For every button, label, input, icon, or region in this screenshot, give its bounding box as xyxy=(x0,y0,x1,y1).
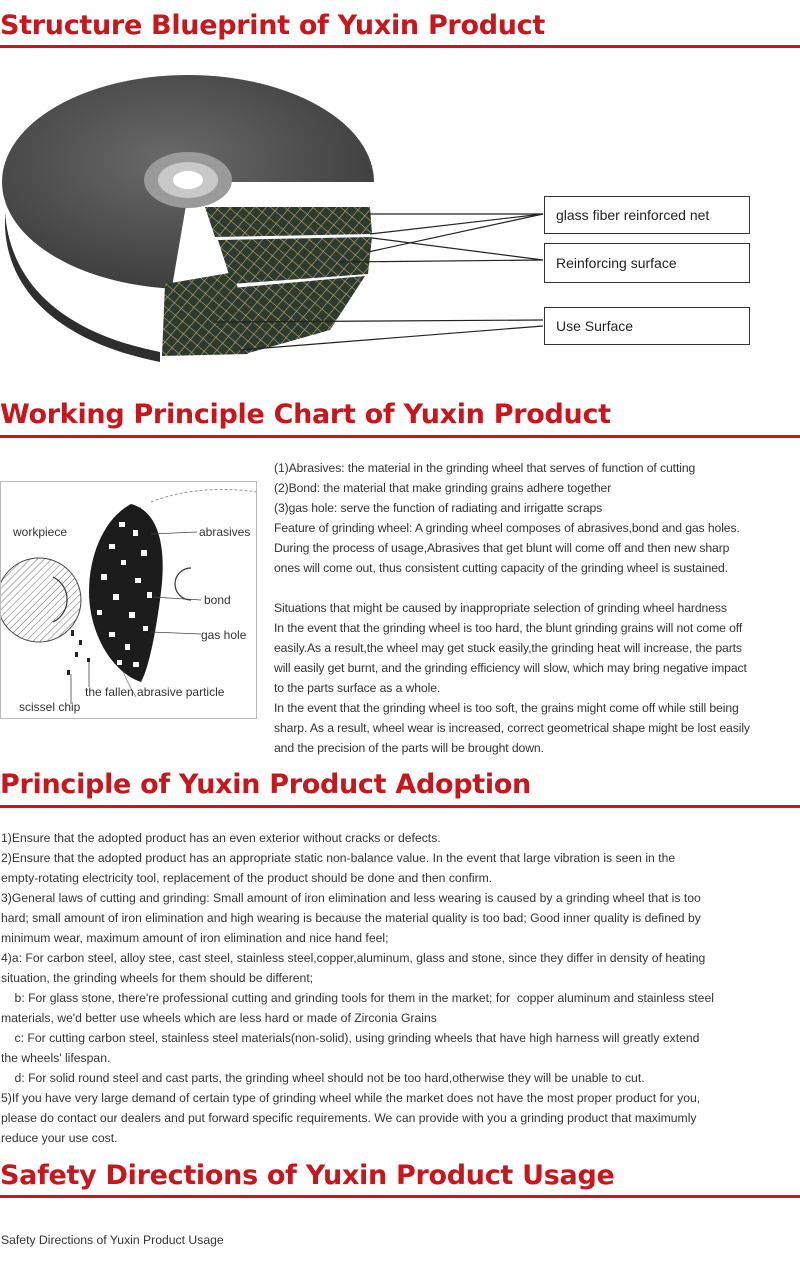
section-rule xyxy=(0,45,800,48)
text-line: 2)Ensure that the adopted product has an appropriate static non-balance value. In the event that large vibration is seen in the xyxy=(1,851,676,865)
text-line: Safety Directions of Yuxin Product Usage xyxy=(1,1233,224,1247)
text-line: ones will come out, thus consistent cutting capacity of the grinding wheel is sustained. xyxy=(274,561,728,575)
text-line: 5)If you have very large demand of certain type of grinding wheel while the market does not have the most proper product for you, xyxy=(1,1091,701,1105)
text-line: Situations that might be caused by inappropriate selection of grinding wheel hardness xyxy=(274,601,727,615)
label-gas-hole: gas hole xyxy=(201,628,247,642)
grinding-principle-figure xyxy=(0,481,257,719)
section-rule xyxy=(0,435,800,438)
label-abrasives: abrasives xyxy=(199,525,251,539)
label-fallen-particle: the fallen abrasive particle xyxy=(85,685,225,699)
label-workpiece: workpiece xyxy=(13,525,68,539)
text-line: minimum wear, maximum amount of iron elimination and nice hand feel; xyxy=(1,931,389,945)
text-line: please do contact our dealers and put forward specific requirements. We can provide with you a grinding product that maximumly xyxy=(1,1111,697,1125)
text-line: (3)gas hole: serve the function of radiating and irrigatte scraps xyxy=(274,501,603,515)
label-bond: bond xyxy=(204,593,231,607)
text-line: (2)Bond: the material that make grinding grains adhere together xyxy=(274,481,612,495)
text-line: easily.As a result,the wheel may get stuck easily,the grinding heat will increase, the parts xyxy=(274,641,742,655)
callout-reinforcing-surface: Reinforcing surface xyxy=(544,243,750,283)
text-line: reduce your use cost. xyxy=(1,1131,118,1145)
wheel-structure-figure xyxy=(0,62,800,392)
hardness-selection-notes xyxy=(274,598,799,758)
text-line: 4)a: For carbon steel, alloy stee, cast steel, stainless steel,copper,aluminum, glass and stone, since they differ in density of heating xyxy=(1,951,706,965)
section-rule xyxy=(0,1195,800,1198)
text-line: and the precision of the parts will be brought down. xyxy=(274,741,544,755)
section-title-safety: Safety Directions of Yuxin Product Usage xyxy=(0,1160,615,1191)
text-line: materials, we'd better use wheels which are less hard or made of Zirconia Grains xyxy=(1,1011,437,1025)
text-line: In the event that the grinding wheel is too hard, the blunt grinding grains will not come off xyxy=(274,621,743,635)
safety-directions-text xyxy=(1,1230,799,1250)
text-line: empty-rotating electricity tool, replacement of the product should be done and then confirm. xyxy=(1,871,493,885)
section-title-working-principle: Working Principle Chart of Yuxin Product xyxy=(0,399,611,430)
callout-use-surface: Use Surface xyxy=(544,307,750,345)
text-line: sharp. As a result, wheel wear is increased, correct geometrical shape might be lost easily xyxy=(274,721,750,735)
text-line: 3)General laws of cutting and grinding: Small amount of iron elimination and less wearing is caused by a grinding wheel that is too xyxy=(1,891,701,905)
text-line: d: For solid round steel and cast parts, the grinding wheel should not be too hard,otherwise they will be unable to cut. xyxy=(1,1071,645,1085)
text-line: c: For cutting carbon steel, stainless steel materials(non-solid), using grinding wheels that have high harness will greatly extend xyxy=(1,1031,700,1045)
text-line: will easily get burnt, and the grinding efficiency will slow, which may bring negative impact xyxy=(274,661,747,675)
section-title-structure: Structure Blueprint of Yuxin Product xyxy=(0,10,545,41)
text-line: to the parts surface as a whole. xyxy=(274,681,441,695)
label-scissel-chip: scissel chip xyxy=(19,700,81,714)
text-line: Feature of grinding wheel: A grinding wheel composes of abrasives,bond and gas holes. xyxy=(274,521,740,535)
callout-glass-fiber-net: glass fiber reinforced net xyxy=(544,196,750,234)
text-line: hard; small amount of iron elimination and high wearing is because the material quality is too bad; Good inner quality is defined by xyxy=(1,911,701,925)
abrasive-definitions xyxy=(274,458,799,578)
adoption-principles xyxy=(1,828,799,1148)
text-line: the wheels' lifespan. xyxy=(1,1051,111,1065)
text-line: 1)Ensure that the adopted product has an even exterior without cracks or defects. xyxy=(1,831,441,845)
text-line: situation, the grinding wheels for them should be different; xyxy=(1,971,314,985)
text-line: During the process of usage,Abrasives that get blunt will come off and then new sharp xyxy=(274,541,730,555)
section-title-adoption: Principle of Yuxin Product Adoption xyxy=(0,769,531,800)
text-line: In the event that the grinding wheel is too soft, the grains might come off while still being xyxy=(274,701,739,715)
text-line: (1)Abrasives: the material in the grinding wheel that serves of function of cutting xyxy=(274,461,696,475)
text-line: b: For glass stone, there're professional cutting and grinding tools for them in the market; for copper aluminum and stainless steel xyxy=(1,991,714,1005)
section-rule xyxy=(0,805,800,808)
